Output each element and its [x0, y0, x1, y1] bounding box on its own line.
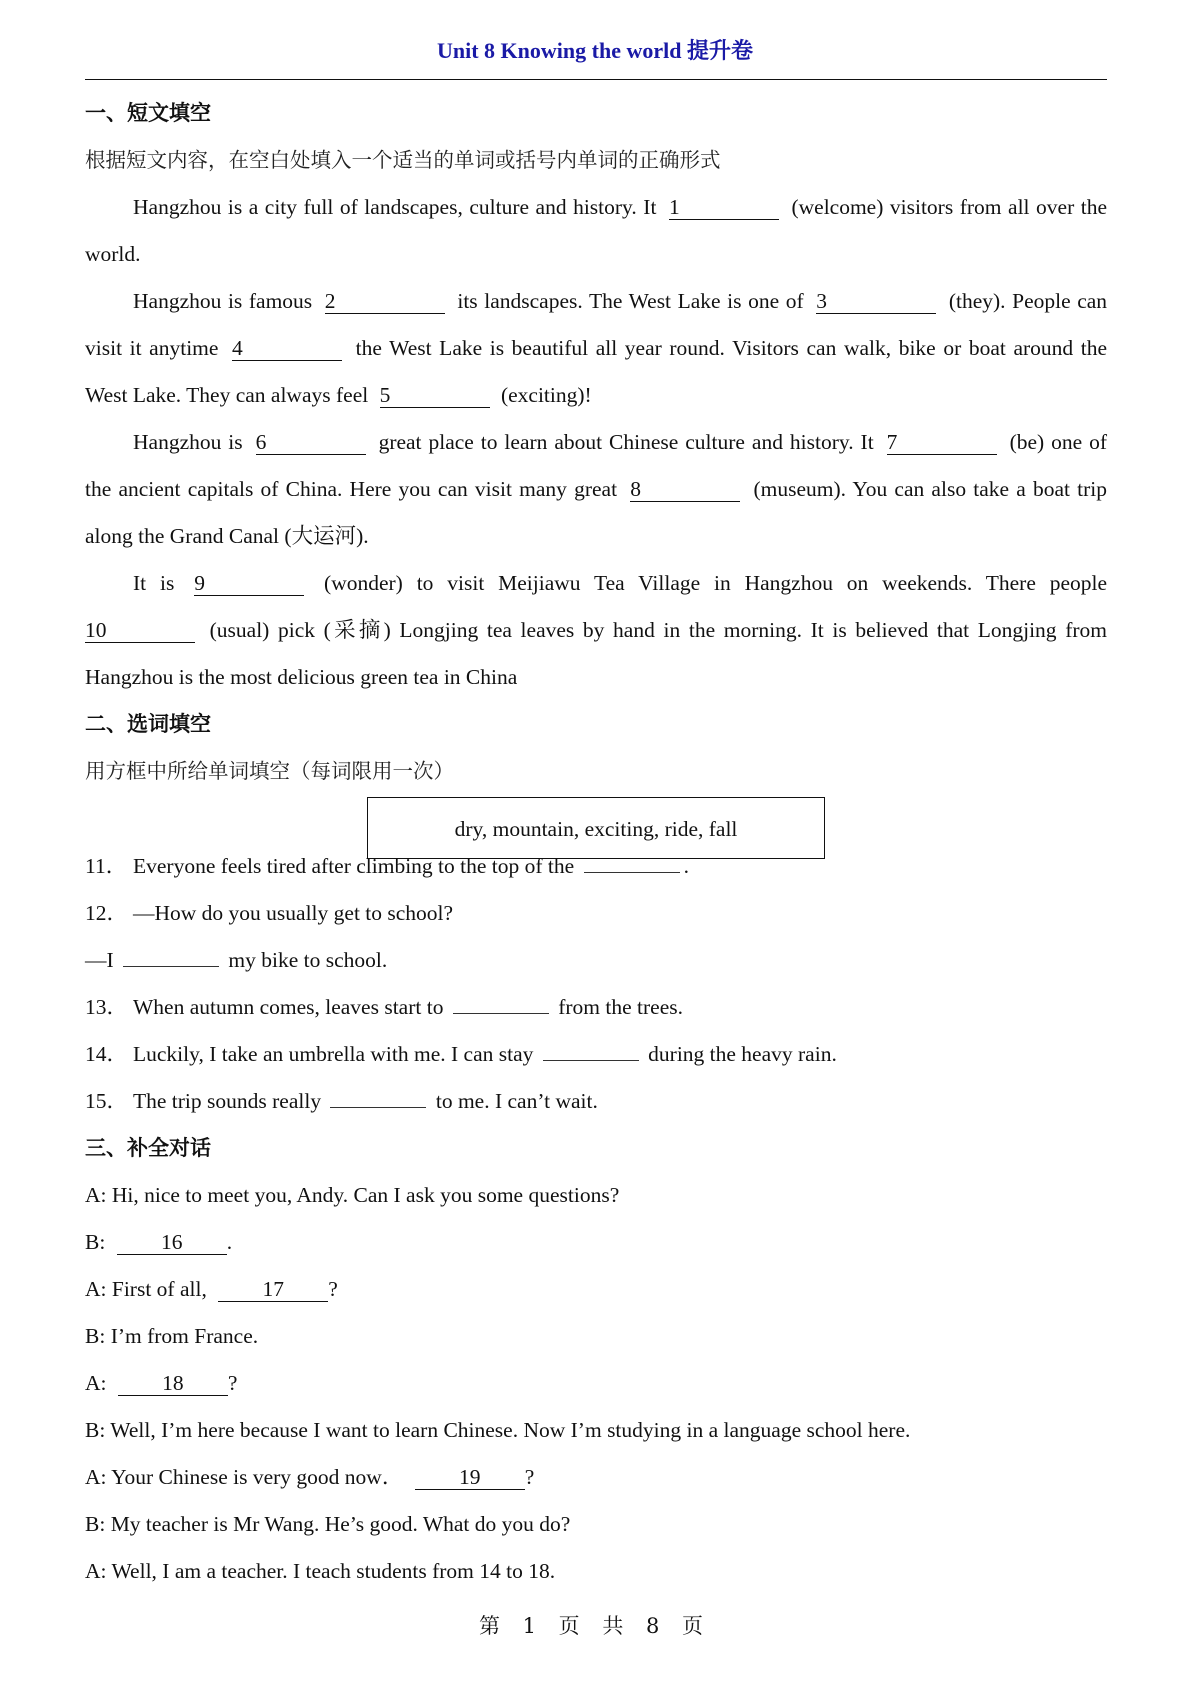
question-15: 15． The trip sounds really to me. I can’t wait. [85, 1089, 598, 1113]
dialogue-line: A: Hi, nice to meet you, Andy. Can I ask you some questions? [85, 1183, 620, 1207]
dialogue-line: B: My teacher is Mr Wang. He’s good. What do you do? [85, 1512, 571, 1536]
answer-blank-13[interactable] [453, 993, 549, 1014]
answer-blank-1[interactable]: 1 [669, 195, 779, 220]
answer-blank-7[interactable]: 7 [887, 430, 997, 455]
header-divider [85, 79, 1107, 80]
dialogue-line: A: First of all, 17 ? [85, 1277, 338, 1301]
answer-blank-6[interactable]: 6 [256, 430, 366, 455]
dialogue-line: B: 16 . [85, 1230, 233, 1254]
section-instruction-2: 用方框中所给单词填空（每词限用一次） [85, 759, 454, 783]
dialogue-line: A: Well, I am a teacher. I teach students from 14 to 18. [85, 1559, 556, 1583]
section-instruction-1: 根据短文内容，在空白处填入一个适当的单词或括号内单词的正确形式 [85, 148, 721, 172]
dialogue-line: A: Your Chinese is very good now． 19 ? [85, 1465, 535, 1489]
answer-blank-16[interactable]: 16 [117, 1230, 227, 1255]
answer-blank-4[interactable]: 4 [232, 336, 342, 361]
question-12-response: —I my bike to school. [85, 948, 388, 972]
section-heading-2: 二、选词填空 [85, 712, 211, 736]
question-12: 12． —How do you usually get to school? [85, 901, 454, 925]
answer-blank-12[interactable] [123, 946, 219, 967]
section-heading-1: 一、短文填空 [85, 101, 211, 125]
answer-blank-17[interactable]: 17 [218, 1277, 328, 1302]
dialogue-line: B: I’m from France. [85, 1324, 259, 1348]
passage-paragraph-1: Hangzhou is a city full of landscapes, culture and history. It 1 (welcome) visitors from all over the world. [85, 195, 1108, 266]
passage-paragraph-3: Hangzhou is 6 great place to learn about Chinese culture and history. It 7 (be) one of the ancient capitals of China. Here you can visit many great 8 (museum). You can also take a boat trip along the Grand Canal (大运河). [85, 430, 1108, 548]
answer-blank-8[interactable]: 8 [630, 477, 740, 502]
answer-blank-2[interactable]: 2 [325, 289, 445, 314]
dialogue-line: A: 18 ? [85, 1371, 238, 1395]
answer-blank-15[interactable] [330, 1087, 426, 1108]
question-14: 14． Luckily, I take an umbrella with me. I can stay during the heavy rain. [85, 1042, 837, 1066]
question-11: 11． Everyone feels tired after climbing to the top of the . [85, 854, 689, 878]
section-heading-3: 三、补全对话 [85, 1136, 211, 1160]
passage-paragraph-2: Hangzhou is famous 2 its landscapes. The West Lake is one of 3 (they). People can visit it anytime 4 the West Lake is beautiful all year round. Visitors can walk, bike or boat around the West Lake. They can always feel 5 (exciting)! [85, 289, 1108, 407]
answer-blank-9[interactable]: 9 [194, 571, 304, 596]
answer-blank-10[interactable]: 10 [85, 618, 195, 643]
question-13: 13． When autumn comes, leaves start to from the trees. [85, 995, 683, 1019]
page-number: 第 1 页 共 8 页 [478, 1614, 712, 1638]
answer-blank-5[interactable]: 5 [380, 383, 490, 408]
passage-paragraph-4: It is 9 (wonder) to visit Meijiawu Tea Village in Hangzhou on weekends. There people 10 (usual) pick (采摘) Longjing tea leaves by hand in the morning. It is believed that Longjing from Hangzhou is the most delicious green tea in China [85, 571, 1108, 689]
document-body [85, 90, 1107, 1595]
answer-blank-19[interactable]: 19 [415, 1465, 525, 1490]
dialogue-line: B: Well, I’m here because I want to learn Chinese. Now I’m studying in a language school here. [85, 1418, 911, 1442]
word-bank-box: dry, mountain, exciting, ride, fall [367, 797, 825, 859]
document-title: Unit 8 Knowing the world 提升卷 [437, 38, 753, 63]
answer-blank-3[interactable]: 3 [816, 289, 936, 314]
answer-blank-14[interactable] [543, 1040, 639, 1061]
answer-blank-18[interactable]: 18 [118, 1371, 228, 1396]
